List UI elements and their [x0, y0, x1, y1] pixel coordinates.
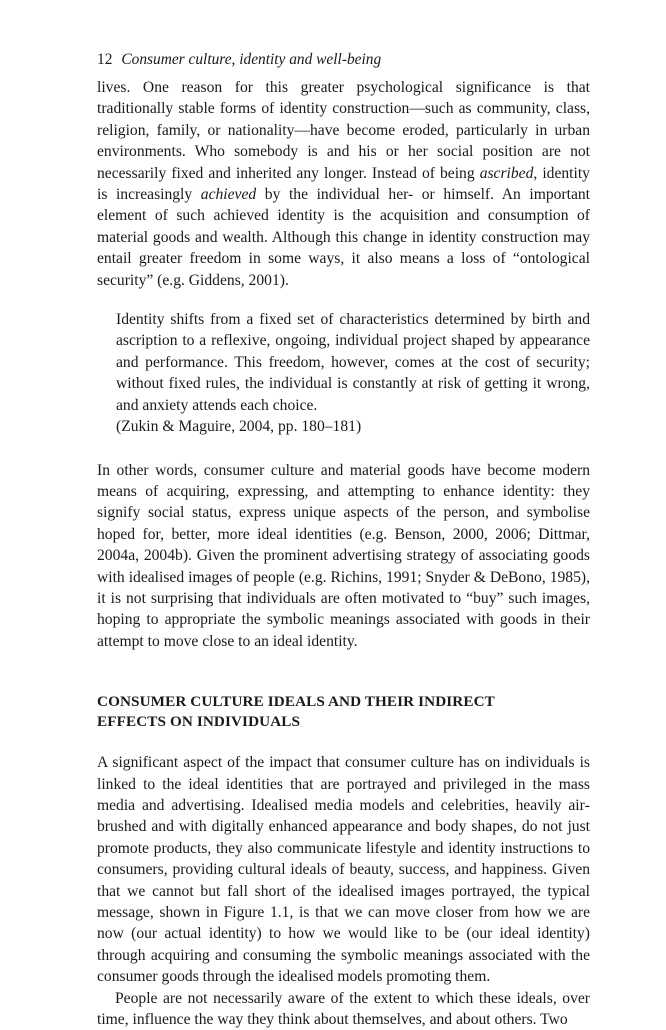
italic-ascribed: ascribed [479, 164, 534, 182]
page-number: 12 [97, 51, 113, 68]
block-quote-citation: (Zukin & Maguire, 2004, pp. 180–181) [116, 418, 362, 436]
section-heading-line-1: CONSUMER CULTURE IDEALS AND THEIR INDIRECT [97, 693, 495, 711]
page-body [97, 77, 590, 1030]
paragraph-2: In other words, consumer culture and material goods have become modern means of acquiring, expressing, and attempting to enhance identity: they signify social status, express unique aspects of the person, and symbolise hoped for, better, more ideal identities (e.g. Benson, 2000, 2006; Dittmar, 2004a, 2004b). Given the prominent advertising strategy of associating goods with idealised images of people (e.g. Richins, 1991; Snyder & DeBono, 1985), it is not surprising that individuals are often motivated to “buy” such images, hoping to appropriate the symbolic meanings associated with goods in their attempt to move close to an ideal identity. [97, 461, 590, 650]
paragraph-4: People are not necessarily aware of the extent to which these ideals, over time, influence the way they think about themselves, and about others. Two [97, 989, 590, 1029]
section-heading [97, 692, 590, 732]
paragraph-continued [97, 77, 590, 291]
block-quote-text: Identity shifts from a fixed set of characteristics determined by birth and ascription to a reflexive, ongoing, individual project shaped by appearance and performance. This freedom, however, comes at the cost of security; without fixed rules, the individual is constantly at risk of getting it wrong, and anxiety attends each choice. [116, 311, 590, 414]
section-heading-line-2: EFFECTS ON INDIVIDUALS [97, 713, 301, 731]
paragraph-3: A significant aspect of the impact that consumer culture has on individuals is linked to the ideal identities that are portrayed and privileged in the mass media and advertising. Idealised media models and celebrities, heavily airbrushed and with digitally enhanced appearance and body shapes, do not just promote products, they also communicate lifestyle and identity instructions to consumers, providing cultural ideals of beauty, success, and happiness. Given that we cannot but fall short of the idealised images portrayed, the typical message, shown in Figure 1.1, is that we can move closer from how we are now (our actual identity) to how we would like to be (our ideal identity) through acquiring and consuming the symbolic meanings associated with the consumer goods through the idealised models promoting them. [97, 754, 590, 986]
block-quote [116, 309, 590, 437]
italic-achieved: achieved [200, 186, 257, 204]
paragraph-1-text-c: by the individual her- or himself. An important element of such achieved identity is the acquisition and consumption of material goods and wealth. Although this change in identity construction may entail greater freedom in some ways, it also means a loss of “ontological security” (e.g. Giddens, 2001). [97, 186, 590, 289]
running-title: Consumer culture, identity and well-being [121, 51, 382, 68]
running-head [97, 50, 597, 70]
paragraph-1-text-b: , identity is increasingly [97, 164, 590, 204]
paragraph-1-text-a: lives. One reason for this greater psychological significance is that traditionally stable forms of identity construction—such as community, class, religion, family, or nationality—have become eroded, particularly in urban environments. Who somebody is and his or her social position are not necessarily fixed and inherited any longer. Instead of being [97, 79, 590, 182]
